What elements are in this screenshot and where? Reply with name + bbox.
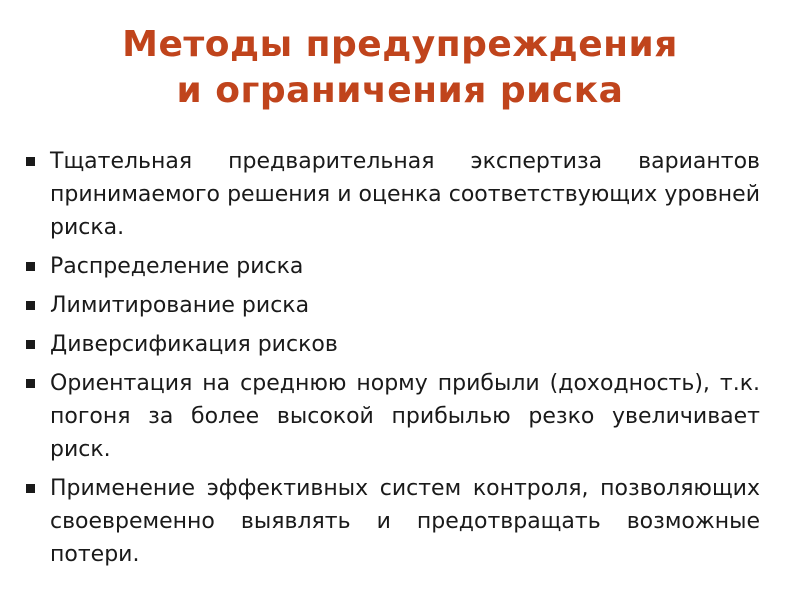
bullet-item [26,472,760,571]
square-bullet-icon [26,157,35,166]
bullet-item [26,367,760,466]
square-bullet-icon [26,301,35,310]
square-bullet-icon [26,262,35,271]
square-bullet-icon [26,340,35,349]
square-bullet-icon [26,379,35,388]
slide-title-line-2: и ограничения риска [176,70,624,111]
bullet-item [26,250,760,283]
bullet-text: Тщательная предварительная экспертиза вариантов принимаемого решения и оценка соответствующих уровней риска. [50,149,760,240]
bullet-list [26,145,760,577]
bullet-item [26,289,760,322]
bullet-text: Лимитирование риска [50,293,310,318]
slide-title [0,22,800,114]
bullet-text: Ориентация на среднюю норму прибыли (доходность), т.к. погоня за более высокой прибылью резко увеличивает риск. [50,371,760,462]
bullet-item [26,145,760,244]
bullet-text: Распределение риска [50,254,304,279]
square-bullet-icon [26,484,35,493]
bullet-text: Применение эффективных систем контроля, позволяющих своевременно выявлять и предотвращать возможные потери. [50,476,760,567]
bullet-text: Диверсификация рисков [50,332,338,357]
slide-title-line-1: Методы предупреждения [122,24,678,65]
bullet-item [26,328,760,361]
